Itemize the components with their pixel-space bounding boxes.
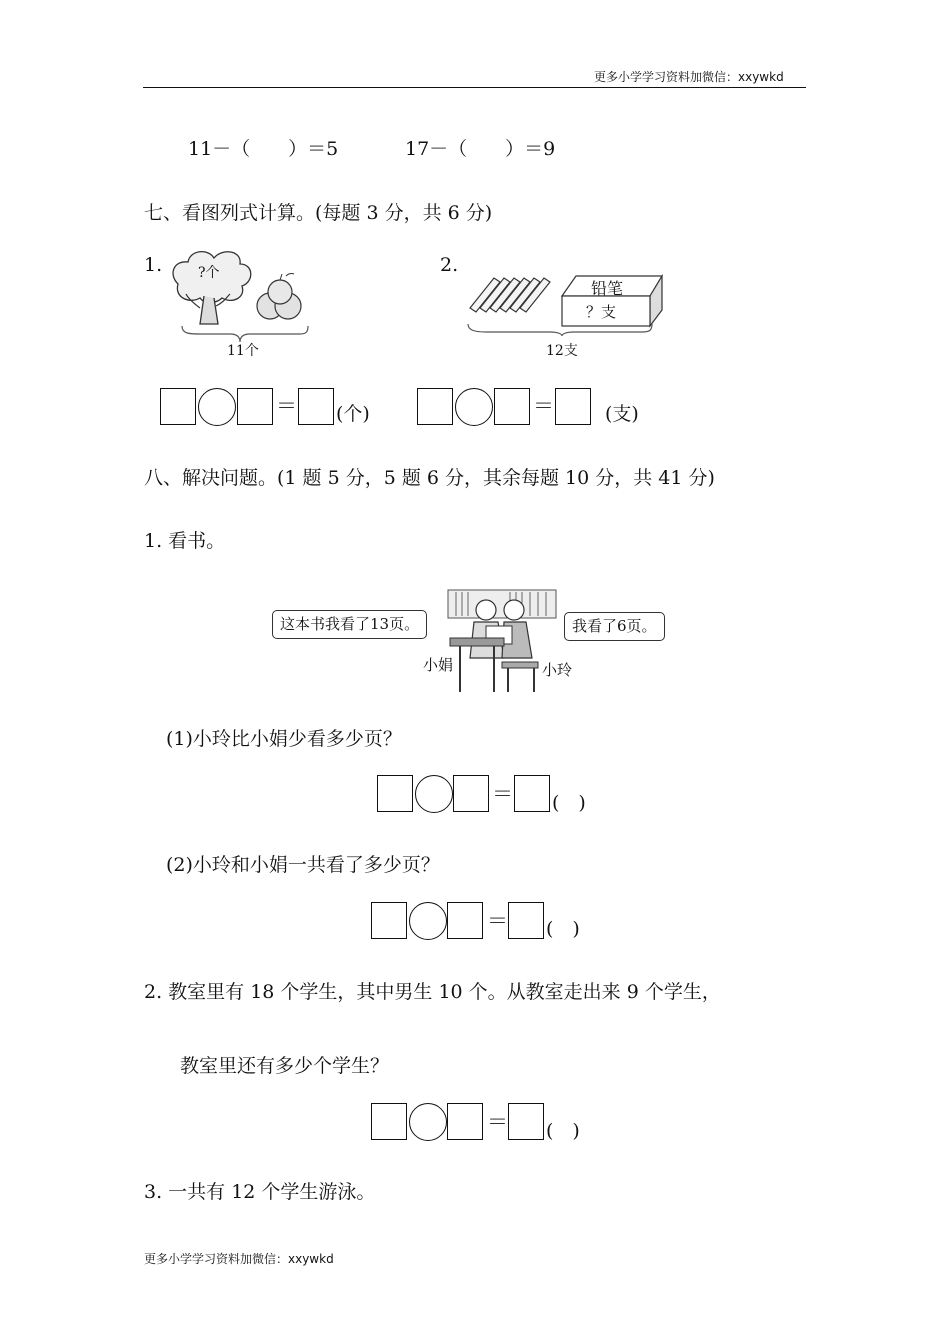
operator-circle[interactable] (409, 1103, 447, 1141)
equals-sign: ＝ (276, 394, 297, 418)
s8-q3-text: 3. 一共有 12 个学生游泳。 (144, 1181, 376, 1203)
s7-q1-number: 1. (144, 254, 163, 276)
name-xiaojuan: 小娟 (423, 656, 454, 674)
s7-q2-number: 2. (440, 254, 459, 276)
answer-box[interactable] (447, 1103, 483, 1140)
operator-circle[interactable] (415, 775, 453, 813)
header-text: 更多小学学习资料加微信：xxywkd (594, 70, 784, 84)
header-divider (143, 87, 806, 88)
answer-box[interactable] (371, 1103, 407, 1140)
answer-box[interactable] (494, 388, 530, 425)
equals-sign: ＝ (492, 782, 513, 806)
unit-label: ( ) (552, 792, 586, 814)
equals-sign: ＝ (533, 394, 554, 418)
answer-box[interactable] (417, 388, 453, 425)
unit-label: (个) (336, 403, 370, 425)
section7-title: 七、看图列式计算。(每题 3 分，共 6 分) (144, 202, 493, 224)
footer-text: 更多小学学习资料加微信：xxywkd (144, 1252, 334, 1266)
answer-box[interactable] (160, 388, 196, 425)
s7-q2-brace-label: 12支 (546, 343, 578, 359)
unit-label: (支) (605, 403, 639, 425)
result-box[interactable] (298, 388, 334, 425)
answer-box[interactable] (371, 902, 407, 939)
pencils-box-illustration (466, 270, 666, 336)
name-xiaoling: 小玲 (542, 661, 573, 679)
equals-sign: ＝ (487, 909, 508, 933)
s7-q1-brace-label: 11个 (227, 343, 259, 359)
s7-q1-tag: ?个 (198, 265, 220, 281)
unit-label: ( ) (546, 1120, 580, 1142)
s8-q2-line1: 2. 教室里有 18 个学生，其中男生 10 个。从教室走出来 9 个学生， (144, 981, 721, 1003)
blank-equation-2: 17－（ ）＝9 (405, 138, 556, 160)
speech-bubble-left: 这本书我看了13页。 (272, 610, 427, 639)
equals-sign: ＝ (487, 1110, 508, 1134)
result-box[interactable] (514, 775, 550, 812)
result-box[interactable] (508, 1103, 544, 1140)
s8-q1-sub2: (2)小玲和小娟一共看了多少页？ (166, 854, 440, 876)
pencil-box-label: 铅笔 (591, 279, 624, 298)
answer-box[interactable] (447, 902, 483, 939)
answer-box[interactable] (453, 775, 489, 812)
operator-circle[interactable] (455, 388, 493, 426)
pencil-box-question: ？支 (586, 303, 617, 321)
blank-equation-1: 11－（ ）＝5 (188, 138, 339, 160)
answer-box[interactable] (237, 388, 273, 425)
s8-q1-sub1: (1)小玲比小娟少看多少页？ (166, 728, 402, 750)
answer-box[interactable] (377, 775, 413, 812)
s8-q1-title: 1. 看书。 (144, 530, 226, 552)
operator-circle[interactable] (198, 388, 236, 426)
section8-title: 八、解决问题。(1 题 5 分，5 题 6 分，其余每题 10 分，共 41 分) (144, 467, 715, 489)
s8-q2-line2: 教室里还有多少个学生？ (180, 1055, 390, 1077)
result-box[interactable] (555, 388, 591, 425)
result-box[interactable] (508, 902, 544, 939)
operator-circle[interactable] (409, 902, 447, 940)
unit-label: ( ) (546, 918, 580, 940)
speech-bubble-right: 我看了6页。 (564, 612, 665, 641)
